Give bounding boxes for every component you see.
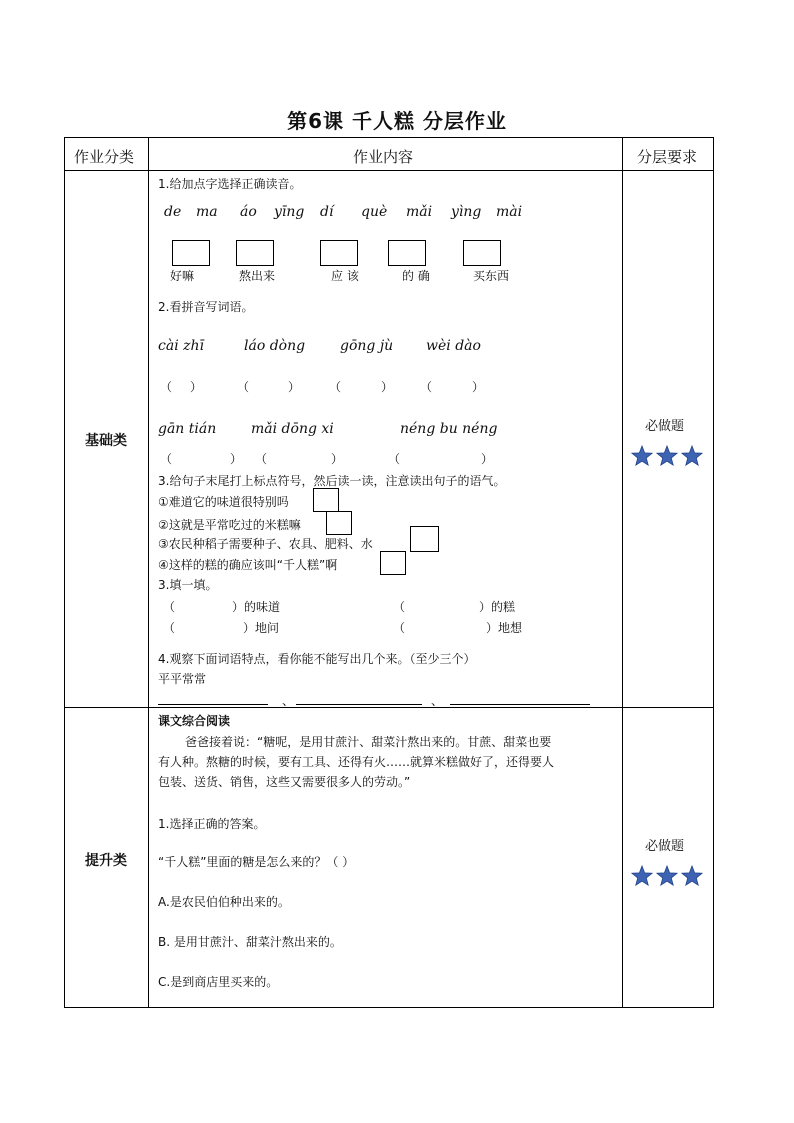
fill-item: ）的味道 xyxy=(232,600,281,614)
pinyin-word: wèi dào xyxy=(426,338,481,354)
word-item: 应 该 xyxy=(331,269,359,283)
reading-heading: 课文综合阅读 xyxy=(158,714,231,728)
q5-prompt: 4.观察下面词语特点，看你能不能写出几个来。（至少三个） xyxy=(158,652,476,666)
word-item: 买东西 xyxy=(473,269,510,283)
star-icon xyxy=(656,865,678,887)
header-content: 作业内容 xyxy=(353,148,414,166)
passage-line: 包装、送货、销售，这些又需要很多人的劳动。” xyxy=(158,775,411,789)
advanced-question: “千人糕”里面的糖是怎么来的？（ ） xyxy=(158,855,355,869)
sentence: ②这就是平常吃过的米糕嘛 xyxy=(158,518,301,532)
answer-box[interactable] xyxy=(320,240,358,266)
pinyin-word: láo dòng xyxy=(244,338,306,354)
star-icon xyxy=(681,445,703,467)
q2-prompt: 2.看拼音写词语。 xyxy=(158,300,254,314)
answer-line[interactable] xyxy=(296,704,422,705)
q4-prompt: 3.填一填。 xyxy=(158,578,218,592)
pinyin-word: cài zhī xyxy=(158,338,204,354)
answer-line[interactable] xyxy=(450,704,590,705)
page-title: 第6课 千人糕 分层作业 xyxy=(287,109,507,133)
passage-line: 爸爸接着说：“糖呢，是用甘蔗汁、甜菜汁熬出来的。甘蔗、甜菜也要 xyxy=(185,735,552,749)
star-icon xyxy=(656,445,678,467)
pinyin-option: mǎi xyxy=(406,204,433,220)
pinyin-option: áo xyxy=(240,204,257,220)
category-basic: 基础类 xyxy=(85,433,127,449)
fill-item: ）的糕 xyxy=(479,600,516,614)
star-icon xyxy=(631,445,653,467)
passage-line: 有人种。熬糖的时候，要有工具、还得有火……就算米糕做好了，还得要人 xyxy=(158,755,555,769)
pinyin-option: dí xyxy=(320,204,334,220)
sentence: ④这样的糕的确应该叫“千人糕”啊 xyxy=(158,558,338,572)
q3-prompt: 3.给句子末尾打上标点符号，然后读一读，注意读出句子的语气。 xyxy=(158,474,506,488)
q1-prompt: 1.给加点字选择正确读音。 xyxy=(158,177,302,191)
answer-box[interactable] xyxy=(236,240,274,266)
word-item: 的 确 xyxy=(402,269,430,283)
pinyin-option: de xyxy=(164,204,182,220)
advanced-q1-prompt: 1.选择正确的答案。 xyxy=(158,817,266,831)
sentence: ③农民种稻子需要种子、农具、肥料、水 xyxy=(158,537,373,551)
punctuation-box[interactable] xyxy=(326,511,352,535)
pinyin-word: gān tián xyxy=(158,421,217,437)
pinyin-option: mài xyxy=(496,204,523,220)
punctuation-box[interactable] xyxy=(410,526,439,552)
answer-box[interactable] xyxy=(388,240,426,266)
star-icon xyxy=(631,865,653,887)
header-category: 作业分类 xyxy=(74,148,135,166)
word-item: 好嘛 xyxy=(170,269,195,283)
separator: 、 xyxy=(431,694,444,708)
fill-item: ）地问 xyxy=(243,621,280,635)
pinyin-word: gōng jù xyxy=(340,338,394,354)
pinyin-option: yìng xyxy=(451,204,482,220)
option-b[interactable]: B. 是用甘蔗汁、甜菜汁熬出来的。 xyxy=(158,935,342,949)
answer-line[interactable] xyxy=(158,704,268,705)
word-item: 熬出来 xyxy=(239,269,276,283)
pinyin-word: mǎi dōng xi xyxy=(251,421,334,437)
category-advanced: 提升类 xyxy=(85,853,127,869)
requirement-label: 必做题 xyxy=(645,419,685,434)
pinyin-option: què xyxy=(361,204,388,220)
requirement-label: 必做题 xyxy=(645,839,685,854)
answer-box[interactable] xyxy=(172,240,210,266)
option-c[interactable]: C.是到商店里买来的。 xyxy=(158,975,279,989)
punctuation-box[interactable] xyxy=(313,488,339,512)
example-word: 平平常常 xyxy=(158,672,207,686)
pinyin-word: néng bu néng xyxy=(400,421,498,437)
pinyin-option: ma xyxy=(196,204,218,220)
pinyin-option: yīng xyxy=(274,204,305,220)
star-icon xyxy=(681,865,703,887)
sentence: ①难道它的味道很特别吗 xyxy=(158,495,289,509)
option-a[interactable]: A.是农民伯伯种出来的。 xyxy=(158,895,290,909)
header-requirement: 分层要求 xyxy=(637,148,698,166)
separator: 、 xyxy=(282,694,295,708)
answer-box[interactable] xyxy=(463,240,501,266)
punctuation-box[interactable] xyxy=(380,551,406,575)
fill-item: ）地想 xyxy=(486,621,523,635)
